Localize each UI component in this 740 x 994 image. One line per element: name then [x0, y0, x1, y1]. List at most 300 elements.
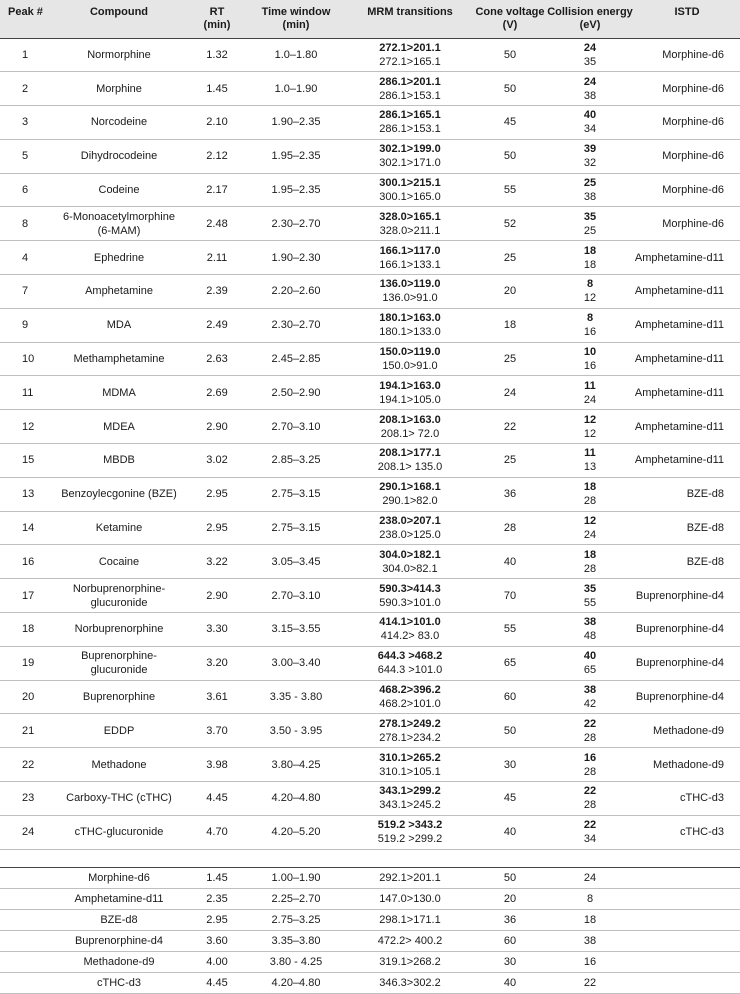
gap-cell [188, 849, 246, 867]
table-row [0, 579, 740, 613]
standard-mrm: 472.2> 400.2 [346, 930, 474, 951]
istd-name: Morphine-d6 [634, 72, 740, 106]
standard-name: cTHC-d3 [50, 972, 188, 993]
ce-quantifier: 11 [584, 379, 596, 392]
mrm-transitions [346, 275, 474, 309]
mrm-transitions [346, 342, 474, 376]
peak-number: 7 [0, 275, 50, 309]
peak-number: 6 [0, 173, 50, 207]
cone-voltage: 20 [474, 275, 546, 309]
mrm-transitions [346, 139, 474, 173]
compound-name: Methamphetamine [50, 342, 188, 376]
ce-quantifier: 38 [583, 616, 597, 629]
retention-time: 1.32 [188, 38, 246, 72]
mrm-transitions [346, 308, 474, 342]
peak-number: 16 [0, 545, 50, 579]
time-window: 2.70–3.10 [246, 579, 346, 613]
time-window: 1.0–1.90 [246, 72, 346, 106]
retention-time: 2.63 [188, 342, 246, 376]
cone-voltage: 45 [474, 782, 546, 816]
mrm-quantifier: 180.1>163.0 [379, 312, 441, 325]
cone-voltage: 25 [474, 444, 546, 478]
mrm-quantifier: 519.2 >343.2 [377, 819, 443, 832]
table-row [0, 275, 740, 309]
collision-energy [546, 308, 634, 342]
mrm-quantifier: 468.2>396.2 [379, 684, 441, 697]
standard-rt: 3.60 [188, 930, 246, 951]
collision-energy [546, 477, 634, 511]
mrm-quantifier: 286.1>201.1 [379, 75, 441, 88]
retention-time: 2.90 [188, 410, 246, 444]
cone-voltage: 28 [474, 511, 546, 545]
retention-time: 2.95 [188, 511, 246, 545]
empty-peak-cell [0, 972, 50, 993]
retention-time: 2.49 [188, 308, 246, 342]
compound-name: EDDP [50, 714, 188, 748]
istd-name: Methadone-d9 [634, 714, 740, 748]
peak-number: 3 [0, 106, 50, 140]
mrm-transitions [346, 748, 474, 782]
standard-row [0, 888, 740, 909]
standard-mrm: 292.1>201.1 [346, 867, 474, 888]
collision-energy [546, 241, 634, 275]
gap-cell [474, 849, 546, 867]
mrm-quantifier: 166.1>117.0 [379, 244, 441, 257]
collision-energy [546, 207, 634, 241]
table-row [0, 545, 740, 579]
table-row [0, 72, 740, 106]
time-window: 1.95–2.35 [246, 139, 346, 173]
standard-ce: 22 [546, 972, 634, 993]
ce-qualifier: 18 [583, 258, 597, 271]
cone-voltage: 40 [474, 815, 546, 849]
mrm-transitions [346, 613, 474, 647]
mrm-transitions [346, 106, 474, 140]
istd-name: Morphine-d6 [634, 207, 740, 241]
standard-row [0, 909, 740, 930]
header-mrm: MRM transitions [346, 0, 474, 38]
retention-time: 2.10 [188, 106, 246, 140]
ce-quantifier: 12 [583, 413, 597, 426]
mrm-transitions [346, 815, 474, 849]
mrm-transitions [346, 680, 474, 714]
peak-number: 8 [0, 207, 50, 241]
mrm-qualifier: 644.3 >101.0 [377, 664, 443, 677]
mrm-qualifier: 590.3>101.0 [379, 596, 441, 609]
ce-quantifier: 35 [583, 210, 597, 223]
peak-number: 9 [0, 308, 50, 342]
peak-number: 23 [0, 782, 50, 816]
retention-time: 4.45 [188, 782, 246, 816]
collision-energy [546, 376, 634, 410]
ce-quantifier: 10 [583, 346, 597, 359]
ce-qualifier: 16 [583, 326, 597, 339]
time-window: 3.15–3.55 [246, 613, 346, 647]
retention-time: 2.11 [188, 241, 246, 275]
table-row [0, 139, 740, 173]
mrm-qualifier: 290.1>82.0 [382, 495, 438, 508]
istd-name: Morphine-d6 [634, 173, 740, 207]
time-window: 3.00–3.40 [246, 646, 346, 680]
standard-name: Buprenorphine-d4 [50, 930, 188, 951]
standard-mrm: 319.1>268.2 [346, 951, 474, 972]
compound-name: Cocaine [50, 545, 188, 579]
collision-energy [546, 748, 634, 782]
istd-name: BZE-d8 [634, 545, 740, 579]
standard-window: 2.25–2.70 [246, 888, 346, 909]
mrm-qualifier: 286.1>153.1 [379, 123, 441, 136]
table-row [0, 613, 740, 647]
collision-energy [546, 173, 634, 207]
time-window: 3.50 - 3.95 [246, 714, 346, 748]
peak-number: 4 [0, 241, 50, 275]
gap-cell [246, 849, 346, 867]
table-body [0, 38, 740, 993]
mrm-transitions [346, 376, 474, 410]
mrm-transitions [346, 173, 474, 207]
time-window: 3.35 - 3.80 [246, 680, 346, 714]
time-window: 1.90–2.30 [246, 241, 346, 275]
ce-quantifier: 18 [583, 548, 597, 561]
mrm-qualifier: 150.0>91.0 [382, 360, 438, 373]
ce-quantifier: 40 [583, 650, 597, 663]
time-window: 2.30–2.70 [246, 207, 346, 241]
peak-number: 17 [0, 579, 50, 613]
compound-name: Norbuprenorphine- glucuronide [50, 579, 188, 613]
compound-name: Buprenorphine- glucuronide [50, 646, 188, 680]
cone-voltage: 52 [474, 207, 546, 241]
table-row [0, 207, 740, 241]
standard-name: Amphetamine-d11 [50, 888, 188, 909]
retention-time: 2.69 [188, 376, 246, 410]
cone-voltage: 70 [474, 579, 546, 613]
istd-name: cTHC-d3 [634, 815, 740, 849]
cone-voltage: 50 [474, 139, 546, 173]
table-row [0, 511, 740, 545]
cone-voltage: 30 [474, 748, 546, 782]
peak-number: 24 [0, 815, 50, 849]
ce-qualifier: 16 [583, 360, 597, 373]
cone-voltage: 50 [474, 714, 546, 748]
cone-voltage: 50 [474, 38, 546, 72]
standard-cone: 60 [474, 930, 546, 951]
compound-name: Norbuprenorphine [50, 613, 188, 647]
ce-qualifier: 24 [583, 529, 597, 542]
compound-name: Norcodeine [50, 106, 188, 140]
compound-name: 6-Monoacetylmorphine (6-MAM) [50, 207, 188, 241]
ce-qualifier: 28 [583, 495, 597, 508]
ce-qualifier: 24 [583, 393, 597, 406]
retention-time: 2.39 [188, 275, 246, 309]
istd-name: Buprenorphine-d4 [634, 579, 740, 613]
mrm-quantifier: 328.0>165.1 [379, 210, 441, 223]
table-row [0, 815, 740, 849]
mrm-quantifier: 590.3>414.3 [379, 582, 441, 595]
ce-quantifier: 22 [583, 785, 597, 798]
mrm-qualifier: 286.1>153.1 [379, 89, 441, 102]
ce-qualifier: 38 [583, 191, 597, 204]
mrm-quantifier: 300.1>215.1 [379, 177, 441, 190]
collision-energy [546, 275, 634, 309]
ce-quantifier: 18 [583, 481, 597, 494]
peak-number: 20 [0, 680, 50, 714]
mrm-quantifier: 286.1>165.1 [379, 109, 441, 122]
peak-number: 1 [0, 38, 50, 72]
standard-rt: 2.35 [188, 888, 246, 909]
ce-qualifier: 34 [583, 833, 597, 846]
mrm-quantifier: 238.0>207.1 [379, 515, 441, 528]
table-row [0, 646, 740, 680]
time-window: 1.95–2.35 [246, 173, 346, 207]
ce-quantifier: 40 [583, 109, 597, 122]
mrm-qualifier: 208.1> 135.0 [377, 461, 443, 474]
ce-qualifier: 28 [583, 799, 597, 812]
gap-cell [346, 849, 474, 867]
collision-energy [546, 106, 634, 140]
collision-energy [546, 38, 634, 72]
time-window: 2.70–3.10 [246, 410, 346, 444]
cone-voltage: 25 [474, 241, 546, 275]
collision-energy [546, 139, 634, 173]
standard-window: 2.75–3.25 [246, 909, 346, 930]
peak-number: 11 [0, 376, 50, 410]
table-row [0, 444, 740, 478]
peak-number: 19 [0, 646, 50, 680]
ce-quantifier: 8 [586, 312, 594, 325]
compound-name: Amphetamine [50, 275, 188, 309]
empty-istd-cell [634, 888, 740, 909]
header-rt: RT (min) [188, 0, 246, 38]
compound-name: Buprenorphine [50, 680, 188, 714]
istd-name: Buprenorphine-d4 [634, 646, 740, 680]
mrm-quantifier: 343.1>299.2 [379, 785, 441, 798]
mrm-qualifier: 414.2> 83.0 [380, 630, 440, 643]
ce-quantifier: 12 [583, 515, 597, 528]
time-window: 2.30–2.70 [246, 308, 346, 342]
table-row [0, 748, 740, 782]
compound-name: MDEA [50, 410, 188, 444]
cone-voltage: 36 [474, 477, 546, 511]
istd-name: Amphetamine-d11 [634, 342, 740, 376]
compound-name: Normorphine [50, 38, 188, 72]
ce-quantifier: 22 [583, 819, 597, 832]
istd-name: Morphine-d6 [634, 38, 740, 72]
compound-name: Methadone [50, 748, 188, 782]
standard-mrm: 298.1>171.1 [346, 909, 474, 930]
time-window: 1.0–1.80 [246, 38, 346, 72]
mrm-quantifier: 644.3 >468.2 [377, 650, 443, 663]
istd-name: Amphetamine-d11 [634, 275, 740, 309]
istd-name: Buprenorphine-d4 [634, 680, 740, 714]
cone-voltage: 22 [474, 410, 546, 444]
empty-peak-cell [0, 888, 50, 909]
time-window: 1.90–2.35 [246, 106, 346, 140]
mrm-quantifier: 150.0>119.0 [379, 346, 441, 359]
peak-number: 10 [0, 342, 50, 376]
standard-rt: 1.45 [188, 867, 246, 888]
mrm-quantifier: 194.1>163.0 [379, 379, 441, 392]
mrm-qualifier: 310.1>105.1 [379, 765, 441, 778]
table-row [0, 241, 740, 275]
mrm-quantifier: 310.1>265.2 [379, 751, 441, 764]
header-cone-voltage: Cone voltage (V) [474, 0, 546, 38]
compound-name: Ephedrine [50, 241, 188, 275]
collision-energy [546, 72, 634, 106]
section-gap [0, 849, 740, 867]
collision-energy [546, 782, 634, 816]
standard-row [0, 972, 740, 993]
time-window: 3.05–3.45 [246, 545, 346, 579]
ce-qualifier: 48 [583, 630, 597, 643]
retention-time: 3.20 [188, 646, 246, 680]
mrm-transitions [346, 579, 474, 613]
table-row [0, 714, 740, 748]
table-row [0, 342, 740, 376]
mrm-transitions [346, 782, 474, 816]
cone-voltage: 55 [474, 173, 546, 207]
mrm-transitions [346, 38, 474, 72]
ce-qualifier: 12 [583, 292, 597, 305]
empty-peak-cell [0, 951, 50, 972]
mrm-transitions [346, 207, 474, 241]
retention-time: 3.98 [188, 748, 246, 782]
mrm-qualifier: 166.1>133.1 [379, 258, 441, 271]
collision-energy [546, 410, 634, 444]
mrm-qualifier: 519.2 >299.2 [377, 833, 443, 846]
table-row [0, 106, 740, 140]
cone-voltage: 60 [474, 680, 546, 714]
retention-time: 4.70 [188, 815, 246, 849]
retention-time: 2.17 [188, 173, 246, 207]
empty-istd-cell [634, 867, 740, 888]
ce-qualifier: 38 [583, 89, 597, 102]
mrm-transitions [346, 545, 474, 579]
standard-ce: 38 [546, 930, 634, 951]
standard-ce: 16 [546, 951, 634, 972]
collision-energy [546, 714, 634, 748]
header-time-window: Time window (min) [246, 0, 346, 38]
standard-window: 3.35–3.80 [246, 930, 346, 951]
ce-quantifier: 16 [583, 751, 597, 764]
istd-name: Buprenorphine-d4 [634, 613, 740, 647]
peak-number: 22 [0, 748, 50, 782]
table-row [0, 680, 740, 714]
gap-cell [546, 849, 634, 867]
mrm-transitions [346, 511, 474, 545]
empty-peak-cell [0, 909, 50, 930]
collision-energy [546, 613, 634, 647]
time-window: 2.45–2.85 [246, 342, 346, 376]
peak-number: 14 [0, 511, 50, 545]
ce-quantifier: 11 [584, 447, 596, 460]
time-window: 3.80–4.25 [246, 748, 346, 782]
ce-qualifier: 65 [583, 664, 597, 677]
header-istd: ISTD [634, 0, 740, 38]
istd-name: cTHC-d3 [634, 782, 740, 816]
mrm-quantifier: 304.0>182.1 [379, 548, 441, 561]
peak-number: 12 [0, 410, 50, 444]
standard-rt: 2.95 [188, 909, 246, 930]
ce-qualifier: 12 [583, 427, 597, 440]
standard-ce: 8 [546, 888, 634, 909]
mrm-quantifier: 208.1>177.1 [379, 447, 441, 460]
standard-cone: 36 [474, 909, 546, 930]
peak-number: 15 [0, 444, 50, 478]
collision-energy [546, 579, 634, 613]
mrm-qualifier: 136.0>91.0 [382, 292, 438, 305]
standard-row [0, 867, 740, 888]
header-compound: Compound [50, 0, 188, 38]
mrm-quantifier: 290.1>168.1 [379, 481, 441, 494]
compound-name: Carboxy-THC (cTHC) [50, 782, 188, 816]
empty-peak-cell [0, 867, 50, 888]
header-peak: Peak # [0, 0, 50, 38]
mrm-transitions [346, 477, 474, 511]
mrm-qualifier: 180.1>133.0 [379, 326, 441, 339]
standard-cone: 40 [474, 972, 546, 993]
mrm-quantifier: 272.1>201.1 [379, 41, 441, 54]
retention-time: 3.61 [188, 680, 246, 714]
empty-istd-cell [634, 909, 740, 930]
mrm-transitions [346, 410, 474, 444]
standard-rt: 4.45 [188, 972, 246, 993]
peak-number: 13 [0, 477, 50, 511]
collision-energy [546, 815, 634, 849]
table-row [0, 782, 740, 816]
istd-name: Methadone-d9 [634, 748, 740, 782]
standard-mrm: 147.0>130.0 [346, 888, 474, 909]
istd-name: Amphetamine-d11 [634, 308, 740, 342]
ce-quantifier: 39 [583, 143, 597, 156]
standard-name: BZE-d8 [50, 909, 188, 930]
cone-voltage: 25 [474, 342, 546, 376]
compound-name: MDA [50, 308, 188, 342]
standard-cone: 30 [474, 951, 546, 972]
compound-name: Ketamine [50, 511, 188, 545]
retention-time: 2.12 [188, 139, 246, 173]
retention-time: 3.22 [188, 545, 246, 579]
mrm-quantifier: 136.0>119.0 [379, 278, 441, 291]
compound-name: Codeine [50, 173, 188, 207]
mrm-qualifier: 278.1>234.2 [379, 731, 441, 744]
time-window: 2.75–3.15 [246, 477, 346, 511]
collision-energy [546, 646, 634, 680]
istd-name: Amphetamine-d11 [634, 241, 740, 275]
istd-name: BZE-d8 [634, 511, 740, 545]
mrm-transitions [346, 444, 474, 478]
istd-name: Amphetamine-d11 [634, 410, 740, 444]
time-window: 2.50–2.90 [246, 376, 346, 410]
retention-time: 3.70 [188, 714, 246, 748]
compound-name: Dihydrocodeine [50, 139, 188, 173]
ce-quantifier: 38 [583, 684, 597, 697]
cone-voltage: 18 [474, 308, 546, 342]
collision-energy [546, 545, 634, 579]
cone-voltage: 65 [474, 646, 546, 680]
collision-energy [546, 680, 634, 714]
istd-name: Amphetamine-d11 [634, 376, 740, 410]
retention-time: 2.95 [188, 477, 246, 511]
mrm-qualifier: 238.0>125.0 [379, 529, 441, 542]
ce-qualifier: 55 [583, 596, 597, 609]
istd-name: Morphine-d6 [634, 139, 740, 173]
ce-qualifier: 34 [583, 123, 597, 136]
mrm-qualifier: 300.1>165.0 [379, 191, 441, 204]
time-window: 2.20–2.60 [246, 275, 346, 309]
compound-name: MBDB [50, 444, 188, 478]
peak-number: 5 [0, 139, 50, 173]
table-row [0, 410, 740, 444]
